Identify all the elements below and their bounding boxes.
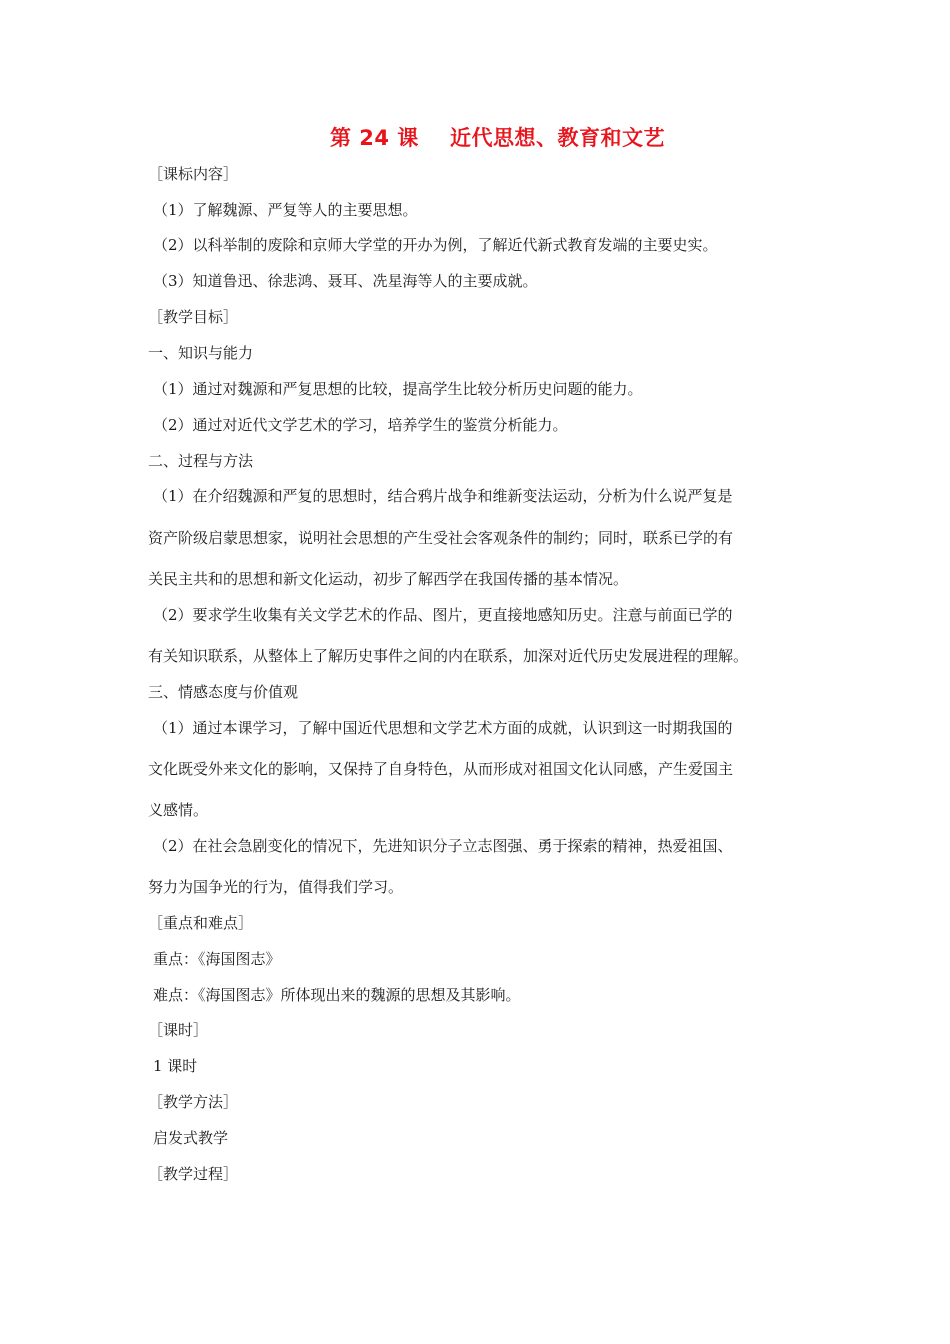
curriculum-item: （1）了解魏源、严复等人的主要思想。: [153, 201, 418, 219]
paragraph-line: （2）要求学生收集有关文学艺术的作品、图片，更直接地感知历史。注意与前面已学的: [153, 606, 733, 624]
paragraph-line: （1）在介绍魏源和严复的思想时，结合鸦片战争和维新变法运动，分析为什么说严复是: [153, 487, 733, 505]
section-heading-teaching-method: ［教学方法］: [148, 1093, 239, 1111]
paragraph-line: （2）在社会急剧变化的情况下，先进知识分子立志图强、勇于探索的精神，热爱祖国、: [153, 837, 733, 855]
key-point: 重点：《海国图志》: [153, 950, 281, 968]
class-hours-value: 1 课时: [153, 1057, 198, 1075]
curriculum-item: （2）以科举制的废除和京师大学堂的开办为例，了解近代新式教育发端的主要史实。: [153, 236, 718, 254]
subsection-heading: 三、情感态度与价值观: [148, 683, 299, 701]
paragraph-line: 义感情。: [148, 801, 209, 819]
section-heading-objectives: ［教学目标］: [148, 308, 239, 326]
paragraph-line: 文化既受外来文化的影响，又保持了自身特色，从而形成对祖国文化认同感，产生爱国主: [148, 760, 734, 778]
paragraph-line: 资产阶级启蒙思想家，说明社会思想的产生受社会客观条件的制约；同时，联系已学的有: [148, 529, 734, 547]
paragraph-line: 努力为国争光的行为，值得我们学习。: [148, 878, 404, 896]
section-heading-key-points: ［重点和难点］: [148, 914, 254, 932]
subsection-heading: 一、知识与能力: [148, 344, 254, 362]
section-heading-teaching-process: ［教学过程］: [148, 1165, 239, 1183]
subsection-heading: 二、过程与方法: [148, 452, 254, 470]
curriculum-item: （3）知道鲁迅、徐悲鸿、聂耳、冼星海等人的主要成就。: [153, 272, 538, 290]
section-heading-curriculum: ［课标内容］: [148, 165, 239, 183]
difficult-point: 难点：《海国图志》所体现出来的魏源的思想及其影响。: [153, 986, 521, 1004]
teaching-method-value: 启发式教学: [153, 1129, 229, 1147]
objective-item: （2）通过对近代文学艺术的学习，培养学生的鉴赏分析能力。: [153, 416, 568, 434]
paragraph-line: （1）通过本课学习，了解中国近代思想和文学艺术方面的成就，认识到这一时期我国的: [153, 719, 733, 737]
objective-item: （1）通过对魏源和严复思想的比较，提高学生比较分析历史问题的能力。: [153, 380, 643, 398]
paragraph-line: 有关知识联系，从整体上了解历史事件之间的内在联系，加深对近代历史发展进程的理解。: [148, 647, 749, 665]
section-heading-class-hours: ［课时］: [148, 1021, 209, 1039]
paragraph-line: 关民主共和的思想和新文化运动，初步了解西学在我国传播的基本情况。: [148, 570, 629, 588]
lesson-title: 第 24 课 近代思想、教育和文艺: [329, 126, 666, 150]
